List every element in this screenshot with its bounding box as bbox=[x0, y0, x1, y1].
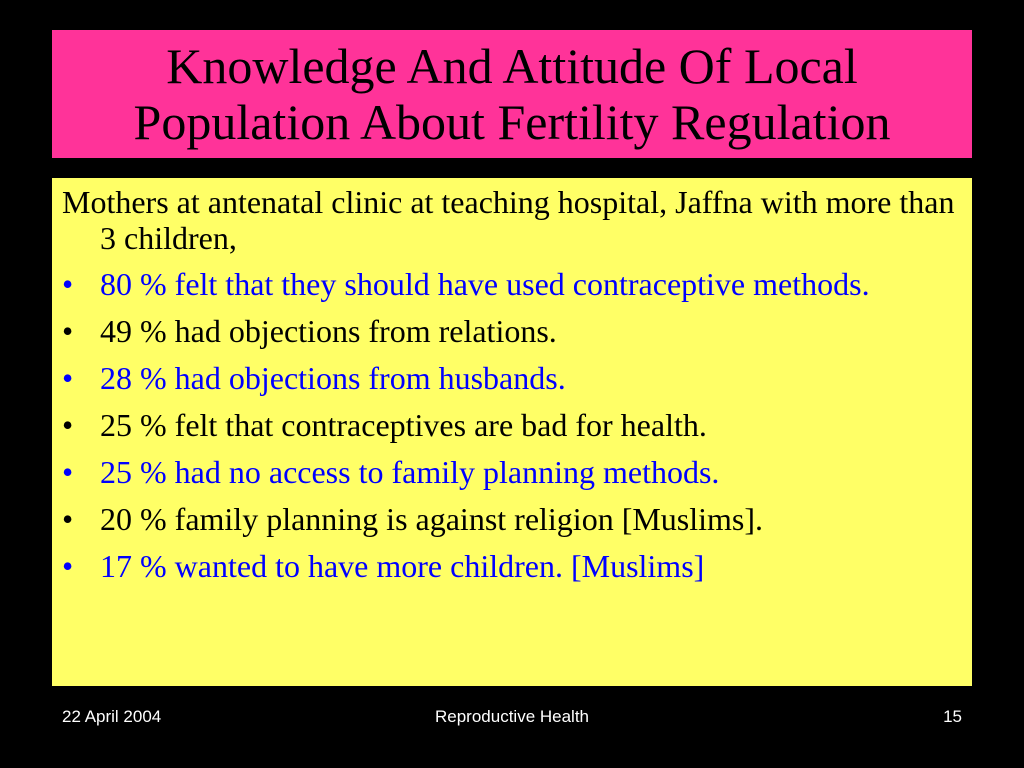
bullet-item bbox=[62, 548, 972, 584]
bullet-text: 80 % felt that they should have used contraceptive methods. bbox=[100, 266, 870, 302]
slide-title-line-1: Knowledge And Attitude Of Local bbox=[166, 38, 858, 94]
bullet-text: 25 % had no access to family planning methods. bbox=[100, 454, 720, 490]
bullet-text: 17 % wanted to have more children. [Muslims] bbox=[100, 548, 705, 584]
bullet-item bbox=[62, 313, 972, 349]
footer-date: 22 April 2004 bbox=[62, 707, 162, 726]
bullet-marker: • bbox=[62, 360, 74, 396]
bullet-list bbox=[62, 266, 972, 584]
bullet-item bbox=[62, 501, 972, 537]
footer-page-number: 15 bbox=[943, 707, 962, 726]
slide-title-line-2: Population About Fertility Regulation bbox=[133, 94, 891, 150]
bullet-marker: • bbox=[62, 407, 74, 443]
bullet-text: 28 % had objections from husbands. bbox=[100, 360, 566, 396]
footer-title: Reproductive Health bbox=[434, 707, 590, 726]
bullet-text: 25 % felt that contraceptives are bad for health. bbox=[100, 407, 707, 443]
bullet-item bbox=[62, 360, 972, 396]
bullet-text: 49 % had objections from relations. bbox=[100, 313, 557, 349]
bullet-item bbox=[62, 266, 972, 302]
bullet-marker: • bbox=[62, 501, 74, 537]
bullet-item bbox=[62, 454, 972, 490]
slide-title-box bbox=[52, 30, 972, 158]
bullet-marker: • bbox=[62, 548, 74, 584]
bullet-text: 20 % family planning is against religion [Muslims]. bbox=[100, 501, 764, 537]
bullet-item bbox=[62, 407, 972, 443]
bullet-marker: • bbox=[62, 454, 74, 490]
bullet-marker: • bbox=[62, 313, 74, 349]
bullet-marker: • bbox=[62, 266, 74, 302]
intro-text: Mothers at antenatal clinic at teaching hospital, Jaffna with more than 3 children, bbox=[62, 184, 955, 256]
slide-content-box bbox=[52, 178, 972, 686]
